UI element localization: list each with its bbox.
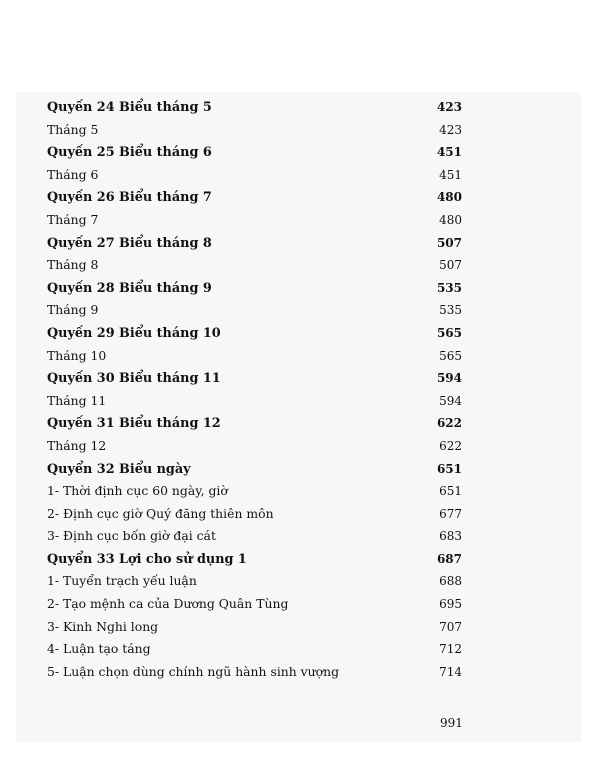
toc-heading-row [47,186,462,209]
toc-entry-page: 535 [439,303,462,318]
toc-entry-title: 3- Định cục bốn giờ đại cát [47,528,216,544]
toc-entry-row [47,345,462,368]
toc-entry-title: 1- Tuyển trạch yếu luận [47,573,197,589]
toc-entry-title: Quyến 26 Biểu tháng 7 [47,190,212,206]
toc-entry-row [47,119,462,142]
toc-heading-row [47,548,462,571]
toc-entry-page: 714 [439,664,462,679]
toc-entry-page: 594 [439,393,462,408]
toc-entry-title: Quyến 29 Biểu tháng 10 [47,325,221,341]
toc-entry-row [47,616,462,639]
toc-entry-page: 687 [436,551,462,566]
toc-entry-row [47,299,462,322]
toc-entry-row [47,570,462,593]
toc-entry-page: 712 [439,642,462,657]
toc-entry-page: 507 [436,235,462,250]
toc-entry-page: 688 [439,574,462,589]
toc-entry-page: 695 [439,597,462,612]
toc-heading-row [47,141,462,164]
toc-heading-row [47,232,462,255]
toc-entry-title: Quyến 31 Biểu tháng 12 [47,416,221,432]
toc-entry-row [47,209,462,232]
toc-entry-title: Tháng 5 [47,121,99,137]
toc-entry-title: Quyến 27 Biểu tháng 8 [47,235,212,251]
toc-entry-title: Tháng 9 [47,302,99,318]
toc-entry-page: 707 [439,619,462,634]
toc-entry-title: Quyến 30 Biểu tháng 11 [47,371,221,387]
toc-entry-title: Quyển 33 Lợi cho sử dụng 1 [47,551,247,567]
toc-entry-title: Quyến 25 Biểu tháng 6 [47,145,212,161]
toc-entry-row [47,254,462,277]
toc-entry-page: 651 [436,461,462,476]
toc-entry-page: 451 [439,167,462,182]
toc-entry-title: 5- Luận chọn dùng chính ngũ hành sinh vượng [47,663,340,679]
toc-entry-title: Tháng 10 [47,347,107,363]
toc-entry-row [47,390,462,413]
table-of-contents [47,96,462,683]
toc-entry-page: 683 [439,529,462,544]
toc-entry-row [47,593,462,616]
toc-entry-title: Quyển 32 Biểu ngày [47,461,191,477]
toc-entry-row [47,164,462,187]
toc-entry-page: 535 [436,280,462,295]
toc-entry-title: Tháng 8 [47,257,99,273]
toc-entry-title: 3- Kinh Nghi long [47,618,159,634]
toc-entry-row [47,661,462,684]
toc-entry-title: Quyến 24 Biểu tháng 5 [47,100,212,115]
toc-heading-row [47,322,462,345]
toc-entry-title: Tháng 6 [47,166,99,182]
toc-heading-row [47,367,462,390]
toc-entry-page: 423 [439,122,462,137]
toc-entry-page: 594 [436,371,462,386]
toc-entry-title: Tháng 11 [47,392,107,408]
toc-entry-row [47,503,462,526]
toc-entry-page: 565 [436,325,462,340]
toc-entry-page: 622 [436,416,462,431]
toc-entry-page: 565 [439,348,462,363]
toc-entry-page: 507 [439,258,462,273]
toc-entry-row [47,525,462,548]
toc-heading-row [47,96,462,119]
toc-heading-row [47,412,462,435]
toc-entry-title: 2- Tạo mệnh ca của Dương Quân Tùng [47,596,289,612]
toc-entry-page: 480 [436,190,462,205]
toc-entry-page: 451 [436,145,462,160]
toc-entry-page: 423 [436,100,462,114]
toc-entry-row [47,435,462,458]
toc-entry-title: Quyến 28 Biểu tháng 9 [47,280,212,296]
toc-entry-page: 651 [439,484,462,499]
toc-entry-row [47,638,462,661]
page-number: 991 [440,716,463,730]
toc-entry-page: 677 [439,506,462,521]
toc-entry-title: Tháng 7 [47,211,99,227]
toc-entry-row [47,480,462,503]
toc-entry-title: 2- Định cục giờ Quý đăng thiên môn [47,505,274,521]
toc-heading-row [47,277,462,300]
toc-entry-title: Tháng 12 [47,437,107,453]
toc-heading-row [47,458,462,481]
toc-entry-page: 622 [439,438,462,453]
toc-entry-page: 480 [439,212,462,227]
toc-entry-title: 4- Luận tạo táng [47,641,151,657]
toc-entry-title: 1- Thời định cục 60 ngày, giờ [47,483,228,499]
